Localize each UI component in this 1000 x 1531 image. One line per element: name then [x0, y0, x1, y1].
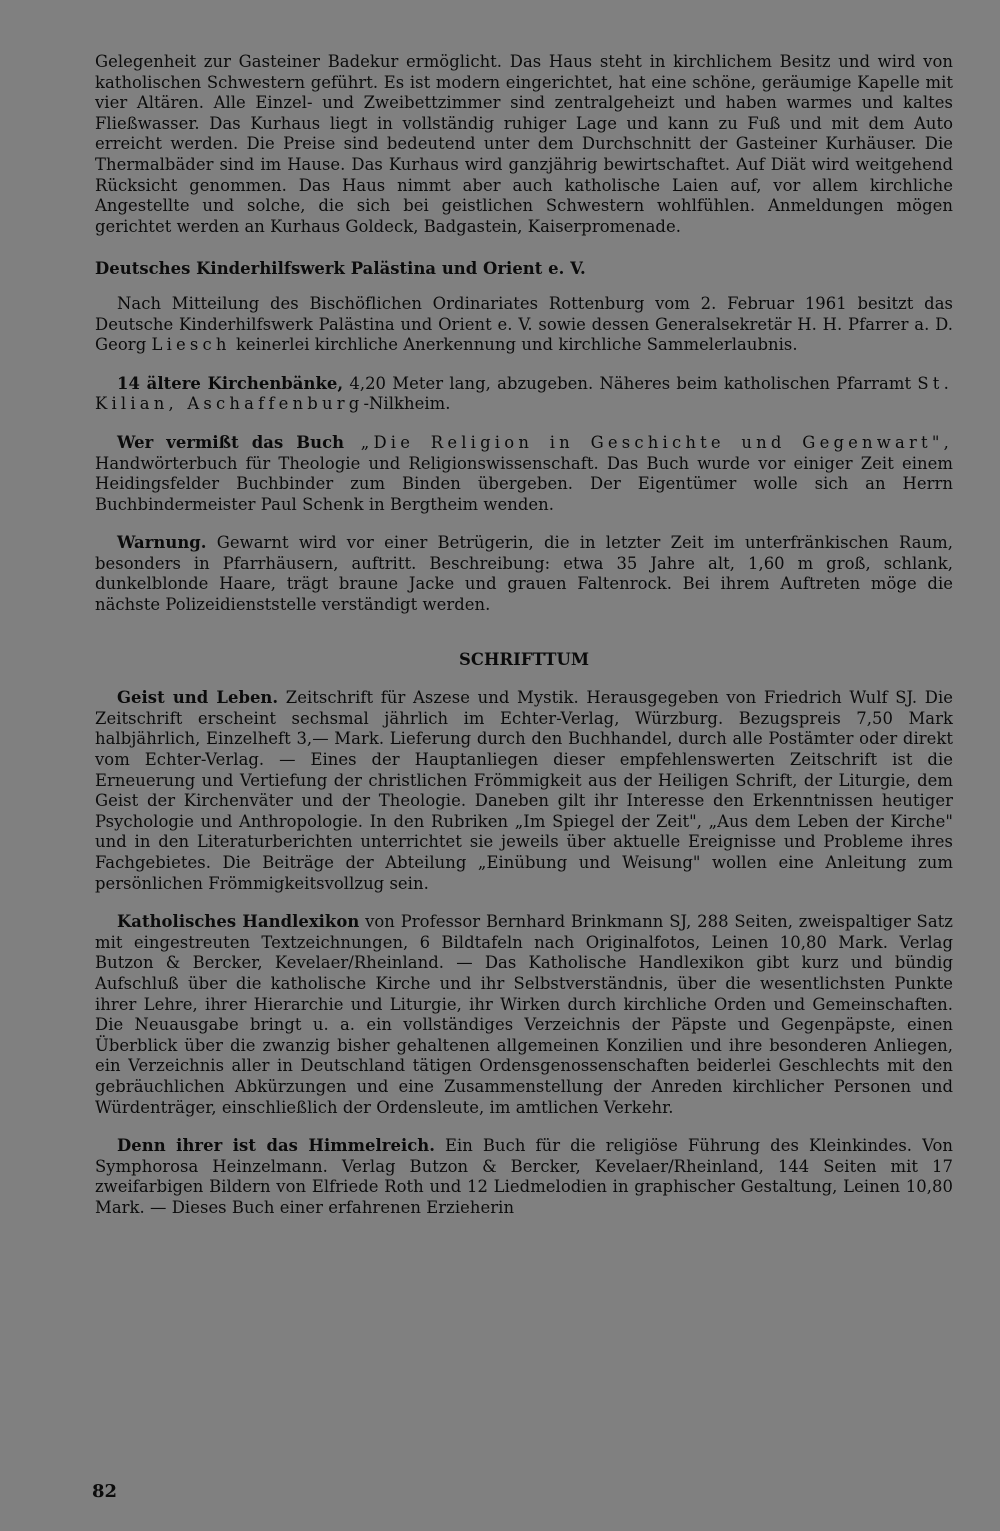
page-number: 82	[92, 1481, 118, 1502]
himmelreich-lead: Denn ihrer ist das Himmelreich.	[117, 1136, 435, 1156]
pfarramt-name: St. Kilian, Aschaffenburg	[95, 373, 953, 414]
paragraph-kurhaus-text: Gelegenheit zur Gasteiner Badekur ermöglicht. Das Haus steht in kirchlichem Besitz und wird von katholischen Schwestern geführt. Es ist modern eingerichtet, hat eine schöne, geräumige Kapelle mit vier Altären. Alle Einzel- und Zweibettzimmer sind zentralgeheizt und haben warmes und kaltes Fließwasser. Das Kurhaus liegt in vollständig ruhiger Lage und kann zu Fuß und mit dem Auto erreicht werden. Die Preise sind bedeutend unter dem Durchschnitt der Gasteiner Kurhäuser. Die Thermalbäder sind im Hause. Das Kurhaus wird ganzjährig bewirtschaftet. Auf Diät wird weitgehend Rücksicht genommen. Das Haus nimmt aber auch katholische Laien auf, vor allem kirchliche Angestellte und solche, die sich bei geistlichen Schwestern wohlfühlen. Anmeldungen mögen gerichtet werden an Kurhaus Goldeck, Badgastein, Kaiserpromenade.	[95, 52, 953, 236]
buch-vermisst-text: Handwörterbuch für Theologie und Religionswissenschaft. Das Buch wurde vor einiger Zeit einem Heidingsfelder Buchbinder zum Binden übergeben. Der Eigentümer wolle sich an Herrn Buchbindermeister Paul Schenk in Bergtheim wenden.	[95, 453, 953, 514]
page-body	[95, 52, 953, 1219]
paragraph-kurhaus	[95, 52, 953, 237]
heading-kinderhilfswerk: Deutsches Kinderhilfswerk Palästina und Orient e. V.	[95, 259, 586, 279]
paragraph-handlexikon	[95, 912, 953, 1118]
kirchenbaenke-text-a: 4,20 Meter lang, abzugeben. Näheres beim katholischen Pfarramt	[343, 373, 918, 393]
geist-und-leben-text: Zeitschrift für Aszese und Mystik. Herausgegeben von Friedrich Wulf SJ. Die Zeitschrift erscheint sechsmal jährlich im Echter-Verlag, Würzburg. Bezugspreis 7,50 Mark halbjährlich, Einzelheft 3,— Mark. Lieferung durch den Buchhandel, durch alle Postämter oder direkt vom Echter-Verlag. — Eines der Hauptanliegen dieser empfehlenswerten Zeitschrift ist die Erneuerung und Vertiefung der christlichen Frömmigkeit aus der Heiligen Schrift, der Liturgie, dem Geist der Kirchenväter und der Theologie. Daneben gilt ihr Interesse den Erkenntnissen heutiger Psychologie und Anthropologie. In den Rubriken „Im Spiegel der Zeit", „Aus dem Leben der Kirche" und in den Literaturberichten unterrichtet sie jeweils über aktuelle Ereignisse und Probleme ihres Fachgebietes. Die Beiträge der Abteilung „Einübung und Weisung" wollen eine Anleitung zum persönlichen Frömmigkeitsvollzug sein.	[95, 688, 953, 893]
himmelreich-text: Ein Buch für die religiöse Führung des Kleinkindes. Von Symphorosa Heinzelmann. Verlag Butzon & Bercker, Kevelaer/Rheinland, 144 Seiten mit 17 zweifarbigen Bildern von Elfriede Roth und 12 Liedmelodien in graphischer Gestaltung, Leinen 10,80 Mark. — Dieses Buch einer erfahrenen Erzieherin	[95, 1136, 953, 1217]
paragraph-kinderhilfswerk-text-a: Nach Mitteilung des Bischöflichen Ordinariates Rottenburg vom 2. Februar 1961 besitzt das Deutsche Kinderhilfswerk Palästina und Orient e. V. sowie dessen Generalsekretär H. H. Pfarrer a. D. Georg	[95, 293, 953, 355]
person-name-liesch: Liesch	[151, 335, 231, 355]
section-title-schrifttum: SCHRIFTTUM	[458, 649, 590, 669]
kirchenbaenke-lead: 14 ältere Kirchenbänke,	[117, 373, 344, 393]
buch-vermisst-lead: Wer vermißt das Buch	[117, 432, 345, 452]
kirchenbaenke-text-b: -Nilkheim.	[363, 394, 451, 414]
warnung-text: Gewarnt wird vor einer Betrügerin, die in letzter Zeit im unterfränkischen Raum, besonders in Pfarrhäusern, auftritt. Beschreibung: etwa 35 Jahre alt, 1,60 m groß, schlank, dunkelblonde Haare, trägt braune Jacke und grauen Faltenrock. Bei ihrem Auftreten möge die nächste Polizeidienststelle verständigt werden.	[95, 533, 953, 615]
paragraph-kirchenbaenke	[95, 374, 953, 415]
paragraph-buch-vermisst	[95, 433, 953, 515]
paragraph-himmelreich	[95, 1136, 953, 1218]
paragraph-geist-und-leben	[95, 688, 953, 894]
paragraph-kinderhilfswerk	[95, 294, 953, 356]
paragraph-kinderhilfswerk-text-b: keinerlei kirchliche Anerkennung und kirchliche Sammelerlaubnis.	[230, 335, 798, 355]
geist-und-leben-lead: Geist und Leben.	[117, 688, 279, 708]
handlexikon-text: von Professor Bernhard Brinkmann SJ, 288 Seiten, zweispaltiger Satz mit eingestreuten Textzeichnungen, 6 Bildtafeln nach Originalfotos, Leinen 10,80 Mark. Verlag Butzon & Bercker, Kevelaer/Rheinland. — Das Katholische Handlexikon gibt kurz und bündig Aufschluß über die katholische Kirche und ihr Selbstverständnis, über die wesentlichsten Punkte ihrer Lehre, ihrer Hierarchie und Liturgie, ihr Wirken durch kirchliche Orden und Gemeinschaften. Die Neuausgabe bringt u. a. ein vollständiges Verzeichnis der Päpste und Gegenpäpste, einen Überblick über die zwanzig bisher gehaltenen allgemeinen Konzilien und ihre besonderen Anliegen, ein Verzeichnis aller in Deutschland tätigen Ordensgenossenschaften beiderlei Geschlechts mit den gebräuchlichen Abkürzungen und eine Zusammenstellung der Anreden kirchlicher Personen und Würdenträger, einschließlich der Ordensleute, im amtlichen Verkehr.	[95, 912, 953, 1117]
buch-title: „Die Religion in Geschichte und Gegenwart",	[344, 432, 953, 452]
paragraph-warnung	[95, 533, 953, 615]
handlexikon-lead: Katholisches Handlexikon	[117, 912, 360, 932]
warnung-lead: Warnung.	[117, 533, 207, 553]
